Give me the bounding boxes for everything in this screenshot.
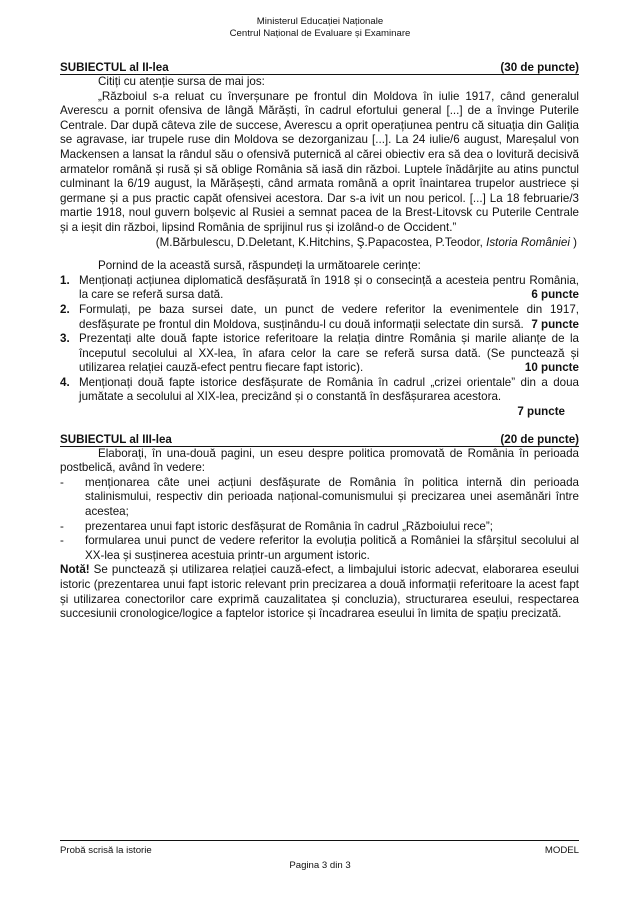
footer: [60, 844, 579, 859]
requirement-text: Menționați două fapte istorice desfășurate de România în cadrul „crizei orientale” din a doua jumătate a secolului al XIX-lea, precizând și o constantă în desfășurarea acestora.: [79, 375, 579, 404]
requirement-number: 2.: [60, 302, 70, 316]
grading-note: [60, 563, 579, 621]
document-header: [0, 16, 640, 39]
subject3-points: (20 de puncte): [500, 432, 579, 446]
requirement-points: 10 puncte: [524, 361, 579, 375]
citation-authors: (M.Bărbulescu, D.Deletant, K.Hitchins, Ş.Papacostea, P.Teodor,: [155, 235, 487, 249]
essay-item-text: prezentarea unui fapt istoric desfășurat de România în cadrul „Războiului rece”;: [85, 519, 493, 533]
subject2-intro: Citiți cu atenție sursa de mai jos:: [98, 75, 265, 88]
footer-right: MODEL: [544, 845, 579, 856]
footer-divider: [60, 840, 579, 841]
requirement-number: 3.: [60, 332, 70, 346]
source-text: „Războiul s-a reluat cu înverșunare pe frontul din Moldova în iulie 1917, când generalul Averescu a pornit ofensiva de lângă Mărăști, în cadrul efortului general [...] de a învinge Puterile Centrale. Dar după câteva zile de succese, Averescu a oprit operațiunea pentru că situația din Galiția se agravase, iar trupele ruse din Moldova se dezorganizau [...]. La 24 iulie/6 august, Mareșalul von Mackensen a lansat la rândul său o ofensivă puternică al cărei obiectiv era să dea o lovitură decisivă armatelor română și rusă și să oblige România să iasă din război. Luptele înădârjite au atins punctul culminant la 6/19 august, la Mărășești, când armata română a oprit înaintarea trupelor austriece și germane și a pus practic capăt ofensivei acestora. Dar s-a ivit un nou pericol. [...] La 18 februarie/3 martie 1918, noul guvern bolșevic al Rusiei a semnat pacea de la Brest-Litovsk cu Puterile Centrale și a ieșit din război, lipsind România de sprijinul rus și izolând-o de Occident.”: [60, 89, 579, 234]
citation-title: Istoria României: [486, 235, 570, 249]
essay-item-text: menționarea câte unei acțiuni desfășurate de România în politica internă din perioada stalinismului, respectiv din perioada național-comunismului și precizarea unei asemănări între acestea;: [85, 475, 579, 519]
dash-bullet: -: [60, 475, 64, 489]
essay-item-text: formularea unui punct de vedere referitor la evoluția politică a României la sfârșitul secolului al XX-lea și susținerea acestuia printr-un argument istoric.: [85, 534, 579, 562]
subject2-points: (30 de puncte): [500, 61, 579, 74]
dash-bullet: -: [60, 534, 64, 548]
task-intro: Pornind de la această sursă, răspundeți la următoarele cerințe:: [98, 259, 421, 273]
requirement-4: [60, 376, 579, 405]
essay-item-1: [60, 476, 579, 520]
essay-item-2: [60, 520, 579, 535]
citation-end: ): [569, 235, 577, 249]
footer-left: Probă scrisă la istorie: [60, 845, 152, 856]
requirement-points: 7 puncte: [531, 317, 579, 331]
page-number: Pagina 3 din 3: [289, 860, 351, 871]
requirement-points: 7 puncte: [517, 405, 565, 419]
center-name: Centrul Național de Evaluare și Examinare: [229, 27, 411, 39]
requirement-number: 1.: [60, 273, 70, 287]
note-text: Se punctează și utilizarea relației cauză-efect, a limbajului istoric adecvat, elaborarea eseului istoric (prezentarea unui fapt istoric relevant prin precizarea a două informații referitoare la acest fapt și utilizarea conectorilor care exprimă cauzalitatea și concluzia), structurarea eseului, respectarea succesiunii cronologice/logice a faptelor istorice și încadrarea eseului în limita de spațiu precizată.: [60, 563, 579, 621]
subject3-title: SUBIECTUL al III-lea: [60, 432, 172, 446]
subject2-title: SUBIECTUL al II-lea: [60, 61, 169, 74]
requirement-text: Formulați, pe baza sursei date, un punct de vedere referitor la evenimentele din 1917, desfășurate pe frontul din Moldova, susținându-l cu două informații selectate din sursă.: [79, 302, 579, 331]
dash-bullet: -: [60, 519, 64, 533]
subject3-heading: [60, 433, 579, 447]
source-citation: [60, 236, 579, 251]
requirement-number: 4.: [60, 375, 70, 389]
subject2-heading: [60, 61, 579, 75]
requirement-points: 6 puncte: [531, 288, 579, 302]
ministry-name: Ministerul Educației Naționale: [256, 16, 384, 27]
requirement-2: [60, 303, 579, 332]
requirement-text: Prezentați alte două fapte istorice referitoare la relația dintre România și marile alianțe de la începutul secolului al XX-lea, în afara celor la care se referă sursa dată. (Se punctează și utilizarea relației cauză-efect pentru fiecare fapt istoric).: [79, 332, 579, 375]
requirement-4-points-line: [60, 405, 579, 420]
subject3-intro: Elaborați, în una-două pagini, un eseu despre politica promovată de România în perioada postbelică, având în vedere:: [60, 446, 579, 475]
requirement-3: [60, 332, 579, 376]
essay-item-3: [60, 534, 579, 563]
note-label: Notă!: [60, 563, 90, 577]
requirement-1: [60, 274, 579, 303]
exam-page: [60, 61, 579, 622]
requirement-text: Menționați acțiunea diplomatică desfășurată în 1918 și o consecință a acesteia pentru România, la care se referă sursa dată.: [79, 273, 579, 302]
